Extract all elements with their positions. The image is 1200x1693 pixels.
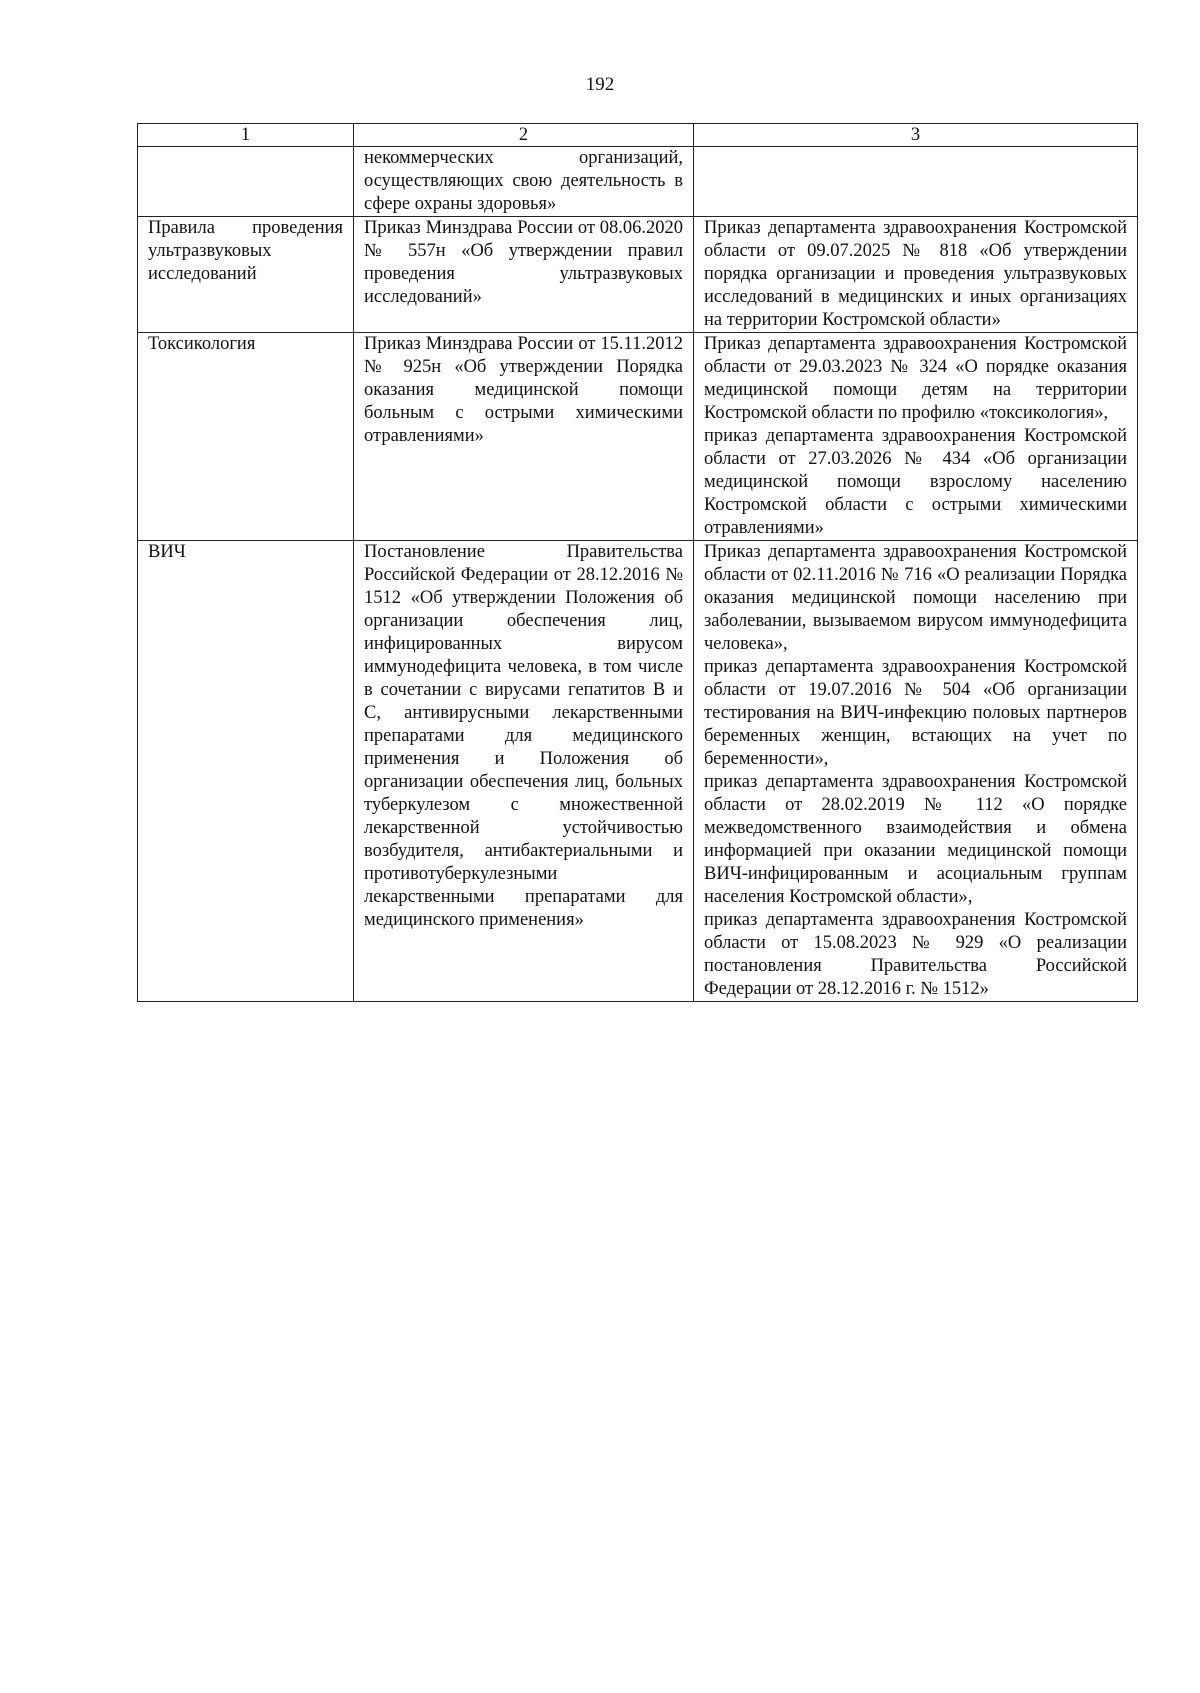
- row-4-regional-act-2: приказ департамента здравоохранения Костромской области от 19.07.2016 № 504 «Об организации тестирования на ВИЧ-инфекцию половых партнеров беременных женщин, встающих на учет по беременности»,: [704, 657, 1127, 769]
- row-3-topic: Токсикология: [138, 333, 354, 541]
- row-2-regional-acts: [694, 217, 1138, 333]
- table-row: [138, 147, 1138, 217]
- row-3-regional-act-2: приказ департамента здравоохранения Костромской области от 27.03.2026 № 434 «Об организации медицинской помощи взрослому населению Костромской области с острыми химическими отравлениями»: [704, 426, 1127, 538]
- row-2-topic: Правила проведения ультразвуковых исследований: [138, 217, 354, 333]
- row-2-federal-act: [354, 217, 694, 333]
- row-3-federal-act: [354, 333, 694, 541]
- row-1-federal-act: [354, 147, 694, 217]
- column-header-1: 1: [138, 124, 354, 147]
- row-2-federal-act-text: Приказ Минздрава России от 08.06.2020 № 557н «Об утверждении правил проведения ультразвуковых исследований»: [364, 218, 683, 307]
- row-4-regional-acts: [694, 541, 1138, 1002]
- row-1-regional-acts: [694, 147, 1138, 217]
- table-header-row: [138, 124, 1138, 147]
- row-4-federal-act-text: Постановление Правительства Российской Федерации от 28.12.2016 № 1512 «Об утверждении Положения об организации обеспечения лиц, инфицированных вирусом иммунодефицита человека, в том числе в сочетании с вирусами гепатитов В и С, антивирусными лекарственными препаратами для медицинского применения и Положения об организации обеспечения лиц, больных туберкулезом с множественной лекарственной устойчивостью возбудителя, антибактериальными и противотуберкулезными лекарственными препаратами для медицинского применения»: [364, 542, 683, 930]
- row-4-topic: ВИЧ: [138, 541, 354, 1002]
- row-4-federal-act: [354, 541, 694, 1002]
- row-4-regional-act-3: приказ департамента здравоохранения Костромской области от 28.02.2019 № 112 «О порядке межведомственного взаимодействия и обмена информацией при оказании медицинской помощи ВИЧ-инфицированным и асоциальным группам населения Костромской области»,: [704, 772, 1127, 907]
- table-row: [138, 541, 1138, 1002]
- row-1-topic: [138, 147, 354, 217]
- column-header-3: 3: [694, 124, 1138, 147]
- row-3-federal-act-text: Приказ Минздрава России от 15.11.2012 № 925н «Об утверждении Порядка оказания медицинской помощи больным с острыми химическими отравлениями»: [364, 334, 683, 446]
- row-4-regional-act-4: приказ департамента здравоохранения Костромской области от 15.08.2023 № 929 «О реализации постановления Правительства Российской Федерации от 28.12.2016 г. № 1512»: [704, 910, 1127, 999]
- table-row: [138, 333, 1138, 541]
- row-3-regional-acts: [694, 333, 1138, 541]
- table-row: [138, 217, 1138, 333]
- row-4-regional-act-1: Приказ департамента здравоохранения Костромской области от 02.11.2016 № 716 «О реализации Порядка оказания медицинской помощи населению при заболевании, вызываемом вирусом иммунодефицита человека»,: [704, 542, 1127, 654]
- page-number: 192: [585, 74, 615, 95]
- column-header-2: 2: [354, 124, 694, 147]
- row-3-regional-act-1: Приказ департамента здравоохранения Костромской области от 29.03.2023 № 324 «О порядке оказания медицинской помощи детям на территории Костромской области по профилю «токсикология»,: [704, 334, 1127, 423]
- regulations-table: [137, 123, 1138, 1002]
- row-2-regional-act-1: Приказ департамента здравоохранения Костромской области от 09.07.2025 № 818 «Об утверждении порядка организации и проведения ультразвуковых исследований в медицинских и иных организациях на территории Костромской области»: [704, 218, 1127, 330]
- row-1-federal-act-text: некоммерческих организаций, осуществляющих свою деятельность в сфере охраны здоровья»: [364, 148, 683, 214]
